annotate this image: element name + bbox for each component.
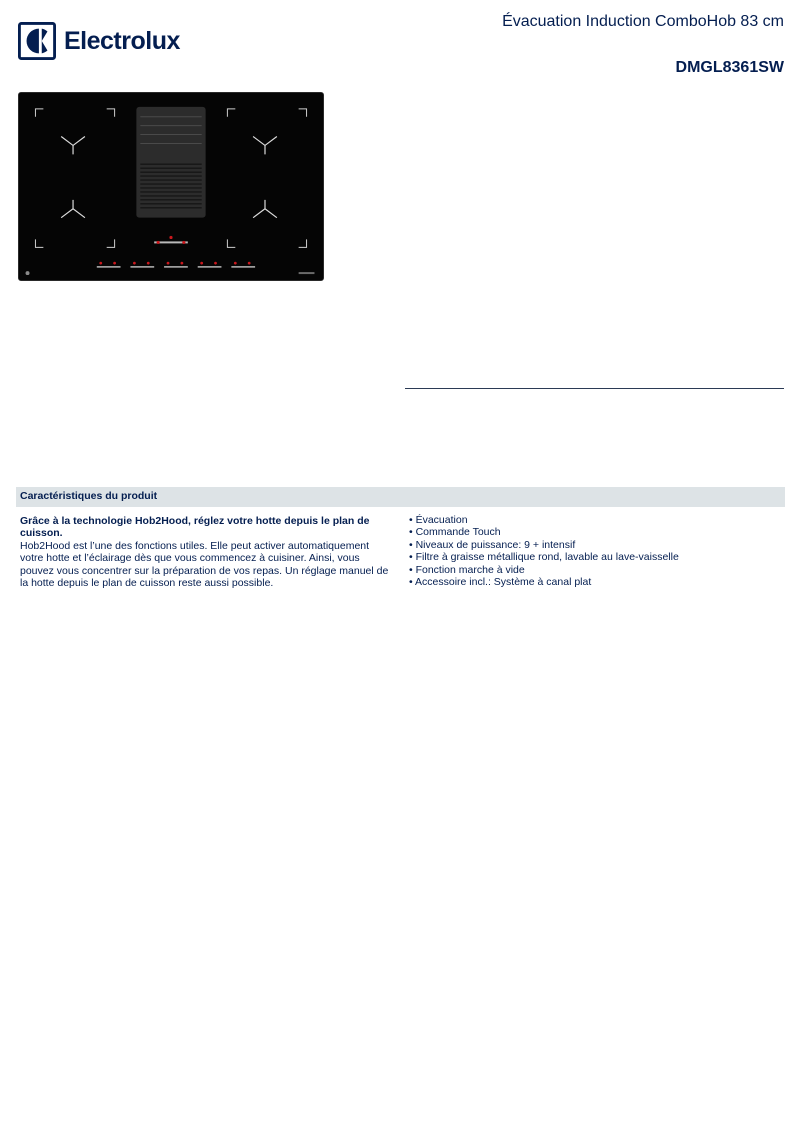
feature-block — [20, 515, 390, 589]
hob-drawing — [19, 93, 323, 280]
spec-item: • Filtre à graisse métallique rond, lavable au lave-vaisselle — [409, 551, 785, 563]
model-number: DMGL8361SW — [675, 59, 784, 76]
spec-item: • Niveaux de puissance: 9 + intensif — [409, 539, 785, 551]
spec-item: • Accessoire incl.: Système à canal plat — [409, 576, 785, 588]
feature-body: Hob2Hood est l’une des fonctions utiles. Elle peut activer automatiquement votre hotte et l’éclairage dès que vous commencez à cuisiner. Ainsi, vous pouvez vous concentrer sur la préparation de vos repas. Un réglage manuel de la hotte depuis le plan de cuisson reste aussi possible. — [20, 539, 389, 590]
brand-name: Electrolux — [64, 26, 180, 55]
brand-logo — [18, 21, 180, 61]
spec-list — [409, 514, 785, 588]
horizontal-divider — [405, 388, 784, 389]
spec-item: • Évacuation — [409, 514, 785, 526]
section-title: Caractéristiques du produit — [20, 490, 158, 502]
product-title: Évacuation Induction ComboHob 83 cm — [502, 13, 784, 30]
spec-item: • Commande Touch — [409, 526, 785, 538]
feature-title: Grâce à la technologie Hob2Hood, réglez votre hotte depuis le plan de cuisson. — [20, 515, 370, 540]
induction-hob-image — [18, 92, 324, 281]
section-header — [16, 487, 785, 507]
spec-item: • Fonction marche à vide — [409, 564, 785, 576]
electrolux-logo-icon — [18, 22, 56, 60]
